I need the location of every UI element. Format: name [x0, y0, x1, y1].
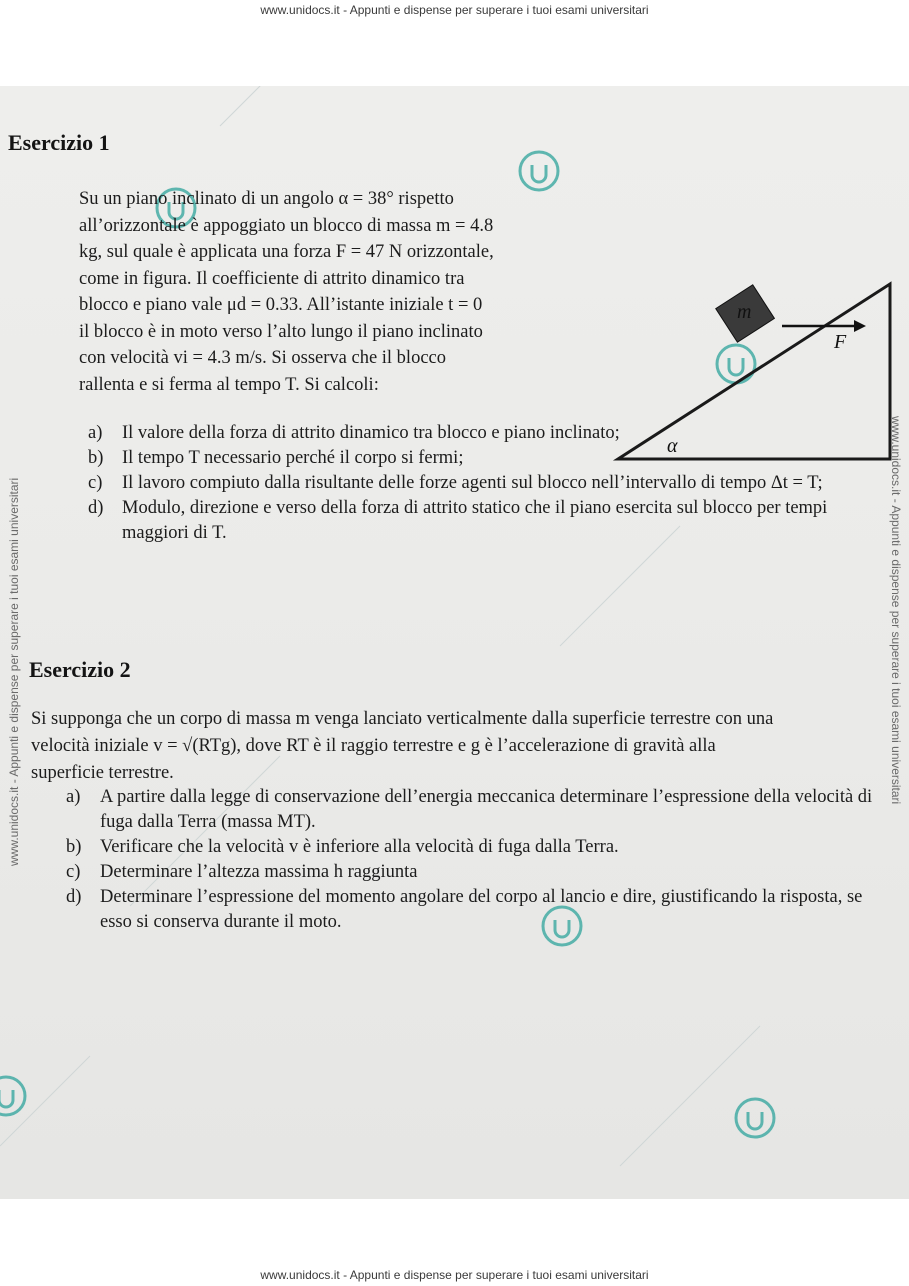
- exercise-1-paragraph: [79, 186, 585, 398]
- item-text: Verificare che la velocità v è inferiore alla velocità di fuga dalla Terra.: [100, 837, 619, 857]
- intro-line: superficie terrestre.: [31, 763, 174, 783]
- paragraph-line: come in figura. Il coefficiente di attrito dinamico tra: [79, 268, 465, 289]
- intro-line: velocità iniziale v = √(RTg), dove RT è il raggio terrestre e g è l’accelerazione di gravità alla: [31, 736, 716, 756]
- item-label: c): [88, 473, 103, 493]
- list-item: [88, 496, 894, 546]
- side-watermark-right: www.unidocs.it - Appunti e dispense per superare i tuoi esami universitari: [889, 416, 903, 805]
- list-item: [88, 421, 894, 446]
- list-item: [66, 835, 892, 860]
- watermark-footer: www.unidocs.it - Appunti e dispense per superare i tuoi esami universitari: [260, 1268, 649, 1282]
- item-text: Il valore della forza di attrito dinamico tra blocco e piano inclinato;: [122, 423, 620, 443]
- side-watermark-left: www.unidocs.it - Appunti e dispense per superare i tuoi esami universitari: [7, 477, 21, 866]
- item-text: A partire dalla legge di conservazione dell’energia meccanica determinare l’espressione della velocità di fuga dalla Terra (massa MT).: [100, 787, 873, 832]
- item-label: b): [88, 448, 104, 468]
- intro-line: Si supponga che un corpo di massa m venga lanciato verticalmente dalla superficie terrestre con una: [31, 709, 774, 729]
- paragraph-line: all’orizzontale è appoggiato un blocco di massa m = 4.8: [79, 215, 494, 236]
- item-label: c): [66, 862, 81, 882]
- exercise-1-title: Esercizio 1: [8, 130, 110, 155]
- exercise-2-questions: [66, 785, 892, 935]
- watermark-header: www.unidocs.it - Appunti e dispense per superare i tuoi esami universitari: [260, 3, 649, 17]
- list-item: [66, 785, 892, 835]
- item-label: d): [66, 887, 82, 907]
- mass-label: m: [737, 301, 752, 323]
- exercise-2-title: Esercizio 2: [29, 657, 131, 682]
- angle-label: α: [667, 435, 678, 457]
- paragraph-line: kg, sul quale è applicata una forza F = 47 N orizzontale,: [79, 242, 494, 262]
- list-item: [88, 446, 894, 471]
- item-text: Modulo, direzione e verso della forza di attrito statico che il piano esercita sul blocco per tempi maggiori di T.: [122, 498, 828, 543]
- paragraph-line: rallenta e si ferma al tempo T. Si calcoli:: [79, 374, 379, 395]
- exercise-1-questions: [88, 421, 894, 546]
- paragraph-line: con velocità vi = 4.3 m/s. Si osserva che il blocco: [79, 348, 446, 368]
- paragraph-line: il blocco è in moto verso l’alto lungo il piano inclinato: [79, 321, 483, 342]
- list-item: [66, 860, 892, 885]
- list-item: [66, 885, 892, 935]
- item-text: Determinare l’altezza massima h raggiunta: [100, 862, 418, 882]
- paragraph-line: blocco e piano vale μd = 0.33. All’istante iniziale t = 0: [79, 295, 483, 315]
- force-label: F: [834, 331, 847, 353]
- list-item: [88, 471, 894, 496]
- unidocs-logo: [0, 1074, 28, 1118]
- paragraph-line: Su un piano inclinato di un angolo α = 38° rispetto: [79, 189, 454, 209]
- item-text: Il tempo T necessario perché il corpo si fermi;: [122, 448, 464, 468]
- scanned-page: [0, 86, 909, 1199]
- item-label: b): [66, 837, 82, 857]
- item-text: Determinare l’espressione del momento angolare del corpo al lancio e dire, giustificando la risposta, se esso si conserva durante il moto.: [100, 887, 863, 932]
- item-label: a): [88, 423, 103, 443]
- unidocs-logo: [733, 1096, 777, 1140]
- item-label: a): [66, 787, 81, 807]
- item-text: Il lavoro compiuto dalla risultante delle forze agenti sul blocco nell’intervallo di tempo Δt = T;: [122, 473, 823, 493]
- force-arrowhead: [854, 320, 866, 332]
- item-label: d): [88, 498, 104, 518]
- exercise-2-intro: [31, 706, 893, 787]
